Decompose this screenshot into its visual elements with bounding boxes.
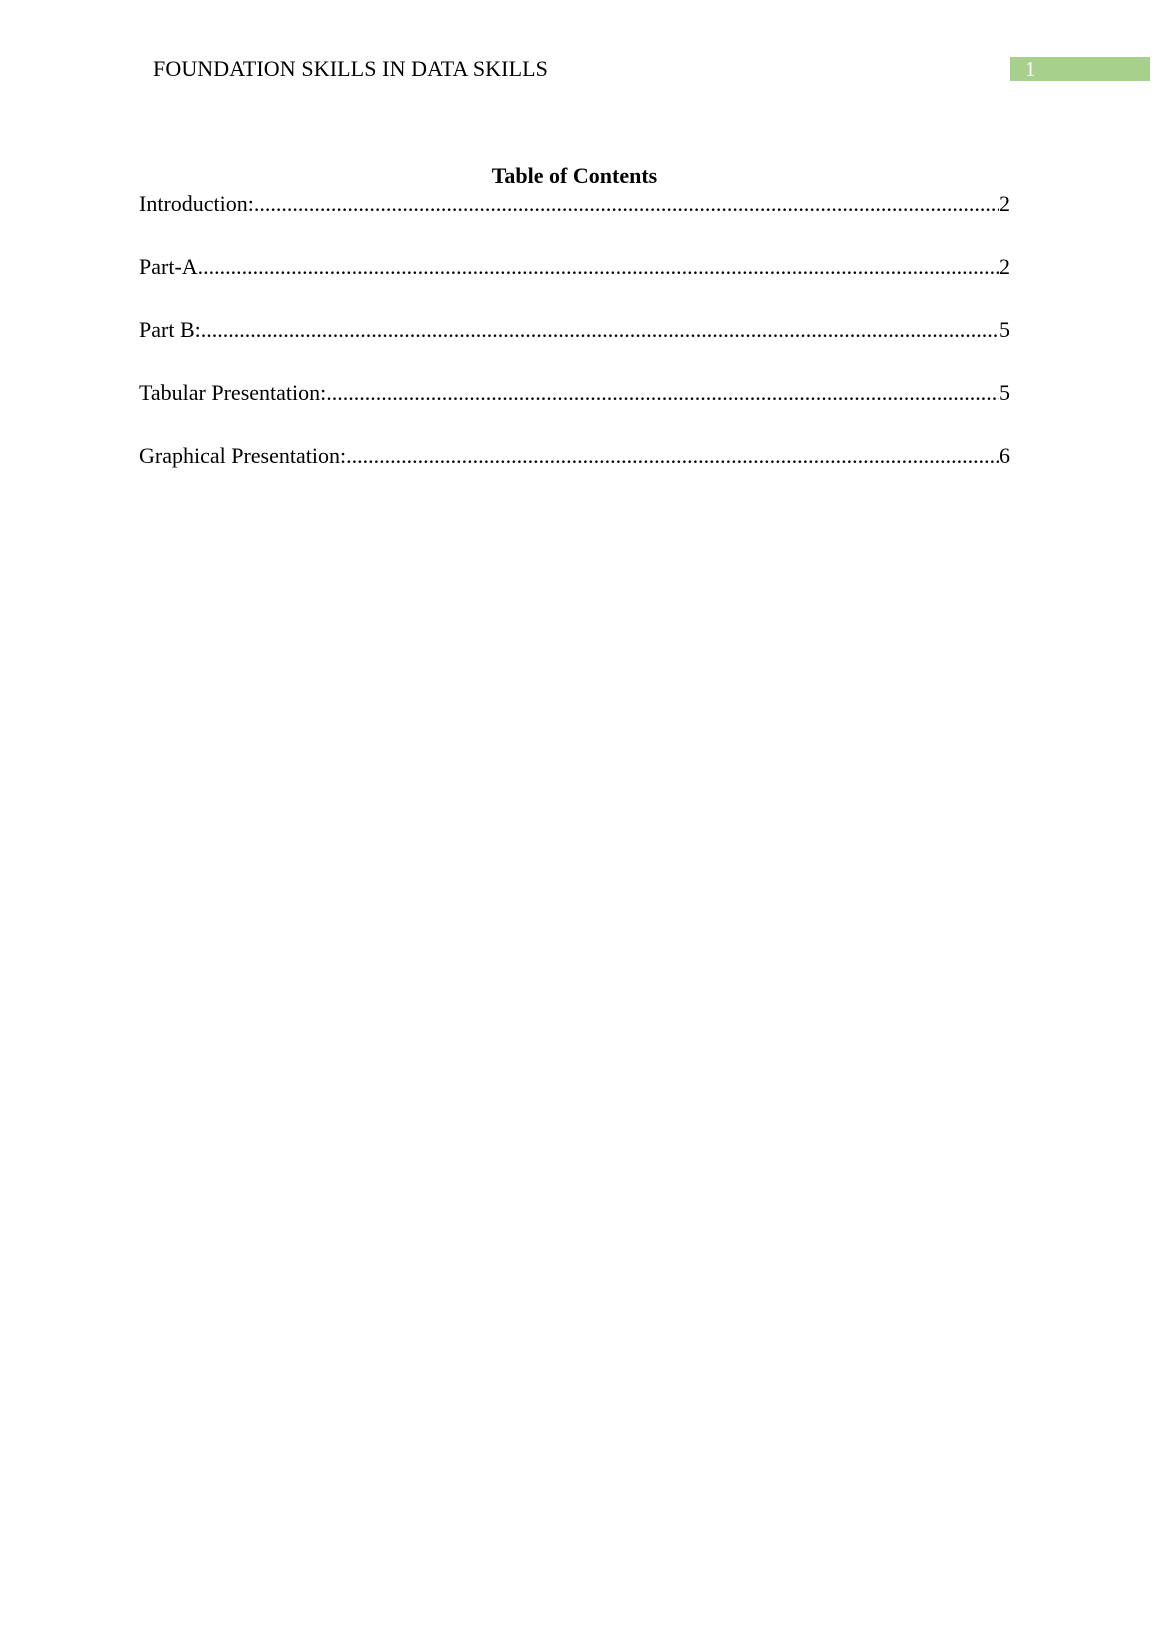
running-header-title: FOUNDATION SKILLS IN DATA SKILLS <box>153 56 548 81</box>
toc-entry-page: 2 <box>999 254 1010 279</box>
toc-dot-leader <box>201 316 999 344</box>
toc-entry-page: 2 <box>999 191 1010 216</box>
toc-entry-page: 5 <box>999 380 1010 405</box>
toc-list <box>139 190 1010 505</box>
toc-dot-leader <box>254 190 999 218</box>
toc-entry-label: Part-A <box>139 254 198 279</box>
toc-dot-leader <box>346 442 999 470</box>
toc-title: Table of Contents <box>491 163 658 188</box>
toc-entry-label: Graphical Presentation: <box>139 443 347 468</box>
toc-dot-leader <box>326 379 999 407</box>
toc-entry-part-a[interactable] <box>139 253 1010 281</box>
toc-entry-part-b[interactable] <box>139 316 1010 344</box>
toc-dot-leader <box>198 253 999 281</box>
toc-entry-introduction[interactable] <box>139 190 1010 218</box>
page-header <box>0 56 1158 82</box>
toc-entry-graphical-presentation[interactable] <box>139 442 1010 470</box>
toc-entry-page: 6 <box>999 443 1010 468</box>
page-number: 1 <box>1025 57 1036 81</box>
page-number-badge <box>1010 57 1150 81</box>
toc-entry-label: Part B: <box>139 317 201 342</box>
toc-entry-label: Tabular Presentation: <box>139 380 327 405</box>
toc-entry-label: Introduction: <box>139 191 254 216</box>
toc-entry-page: 5 <box>999 317 1010 342</box>
toc-entry-tabular-presentation[interactable] <box>139 379 1010 407</box>
